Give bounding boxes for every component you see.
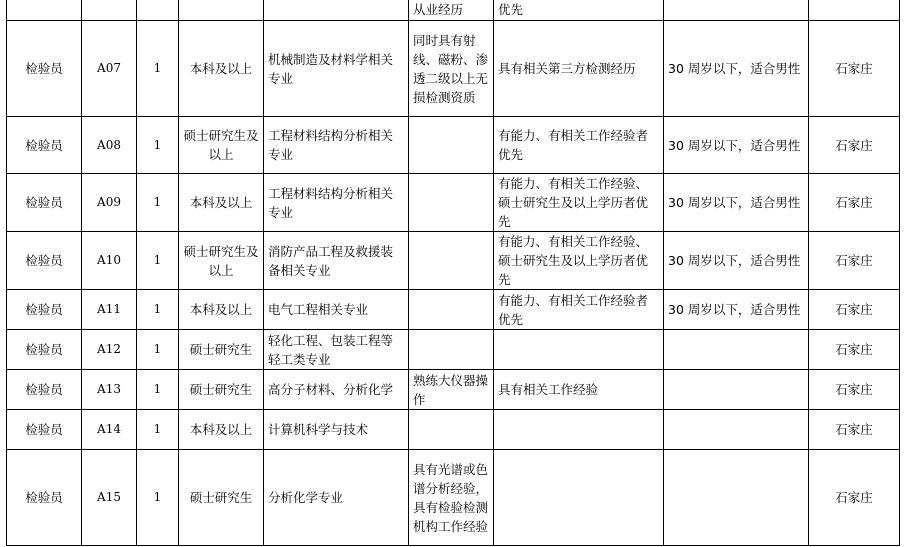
cell-code: A08 — [82, 117, 137, 174]
cell-count: 1 — [137, 21, 179, 117]
table-row — [7, 21, 900, 117]
table-row — [7, 410, 900, 450]
cell-empty — [179, 0, 264, 21]
cell-code: A10 — [82, 232, 137, 290]
cell-other — [664, 370, 809, 410]
cell-empty — [7, 0, 82, 21]
table-row — [7, 117, 900, 174]
cell-major: 电气工程相关专业 — [264, 290, 409, 330]
job-table — [6, 0, 900, 546]
cell-education: 硕士研究生及以上 — [179, 117, 264, 174]
cell-empty — [664, 0, 809, 21]
cell-major: 计算机科学与技术 — [264, 410, 409, 450]
cell-major: 高分子材料、分析化学 — [264, 370, 409, 410]
cell-experience: 具有相关工作经验 — [494, 370, 664, 410]
cell-title: 检验员 — [7, 174, 82, 232]
cell-other: 30 周岁以下，适合男性 — [664, 232, 809, 290]
cell-location: 石家庄 — [809, 370, 900, 410]
cell-location: 石家庄 — [809, 117, 900, 174]
table-row — [7, 370, 900, 410]
cell-other — [664, 450, 809, 546]
cell-title: 检验员 — [7, 21, 82, 117]
cell-empty — [809, 0, 900, 21]
cell-empty — [137, 0, 179, 21]
cell-empty — [264, 0, 409, 21]
cell-count: 1 — [137, 370, 179, 410]
cell-location: 石家庄 — [809, 450, 900, 546]
cell-education: 本科及以上 — [179, 410, 264, 450]
cell-location: 石家庄 — [809, 21, 900, 117]
table-row — [7, 232, 900, 290]
cell-skill — [409, 117, 494, 174]
cell-other — [664, 330, 809, 370]
cell-code: A13 — [82, 370, 137, 410]
cell-location: 石家庄 — [809, 290, 900, 330]
cell-count: 1 — [137, 174, 179, 232]
cell-empty — [82, 0, 137, 21]
table-row — [7, 290, 900, 330]
cell-other: 30 周岁以下，适合男性 — [664, 174, 809, 232]
cell-title: 检验员 — [7, 410, 82, 450]
cell-education: 硕士研究生 — [179, 450, 264, 546]
cell-code: A09 — [82, 174, 137, 232]
cell-other: 30 周岁以下，适合男性 — [664, 117, 809, 174]
cell-major: 工程材料结构分析相关专业 — [264, 174, 409, 232]
cell-skill: 熟练大仪器操作 — [409, 370, 494, 410]
cell-count: 1 — [137, 330, 179, 370]
cell-education: 本科及以上 — [179, 290, 264, 330]
cell-code: A11 — [82, 290, 137, 330]
cell-other: 30 周岁以下，适合男性 — [664, 290, 809, 330]
cell-count: 1 — [137, 290, 179, 330]
cell-experience — [494, 410, 664, 450]
cell-code: A14 — [82, 410, 137, 450]
cell-count: 1 — [137, 117, 179, 174]
cell-title: 检验员 — [7, 330, 82, 370]
cell-skill — [409, 290, 494, 330]
cell-other — [664, 410, 809, 450]
cell-count: 1 — [137, 410, 179, 450]
cell-code: A07 — [82, 21, 137, 117]
cell-count: 1 — [137, 450, 179, 546]
table-row-top — [7, 0, 900, 21]
cell-count: 1 — [137, 232, 179, 290]
cell-experience: 具有相关第三方检测经历 — [494, 21, 664, 117]
cell-education: 本科及以上 — [179, 21, 264, 117]
cell-experience: 有能力、有相关工作经验者优先 — [494, 290, 664, 330]
cell-skill: 具有光谱或色谱分析经验，具有检验检测机构工作经验 — [409, 450, 494, 546]
cell-experience: 有能力、有相关工作经验者优先 — [494, 117, 664, 174]
cell-education: 本科及以上 — [179, 174, 264, 232]
cell-major: 工程材料结构分析相关专业 — [264, 117, 409, 174]
cell-location: 石家庄 — [809, 232, 900, 290]
cell-location: 石家庄 — [809, 174, 900, 232]
cell-location: 石家庄 — [809, 410, 900, 450]
cell-title: 检验员 — [7, 450, 82, 546]
cell-code: A12 — [82, 330, 137, 370]
cell-major: 机械制造及材料学相关专业 — [264, 21, 409, 117]
cell-experience: 优先 — [494, 0, 664, 21]
cell-title: 检验员 — [7, 232, 82, 290]
cell-education: 硕士研究生及以上 — [179, 232, 264, 290]
cell-skill: 从业经历 — [409, 0, 494, 21]
table-row — [7, 330, 900, 370]
table-row — [7, 450, 900, 546]
cell-skill — [409, 232, 494, 290]
cell-skill — [409, 410, 494, 450]
cell-education: 硕士研究生 — [179, 330, 264, 370]
cell-title: 检验员 — [7, 290, 82, 330]
cell-code: A15 — [82, 450, 137, 546]
cell-skill — [409, 330, 494, 370]
cell-education: 硕士研究生 — [179, 370, 264, 410]
cell-location: 石家庄 — [809, 330, 900, 370]
cell-major: 消防产品工程及救援装备相关专业 — [264, 232, 409, 290]
cell-experience — [494, 330, 664, 370]
cell-title: 检验员 — [7, 370, 82, 410]
cell-experience — [494, 450, 664, 546]
cell-other: 30 周岁以下，适合男性 — [664, 21, 809, 117]
cell-skill — [409, 174, 494, 232]
cell-experience: 有能力、有相关工作经验、硕士研究生及以上学历者优先 — [494, 174, 664, 232]
cell-major: 轻化工程、包装工程等轻工类专业 — [264, 330, 409, 370]
table-row — [7, 174, 900, 232]
cell-experience: 有能力、有相关工作经验、硕士研究生及以上学历者优先 — [494, 232, 664, 290]
cell-skill: 同时具有射线、磁粉、渗透二级以上无损检测资质 — [409, 21, 494, 117]
cell-title: 检验员 — [7, 117, 82, 174]
cell-major: 分析化学专业 — [264, 450, 409, 546]
